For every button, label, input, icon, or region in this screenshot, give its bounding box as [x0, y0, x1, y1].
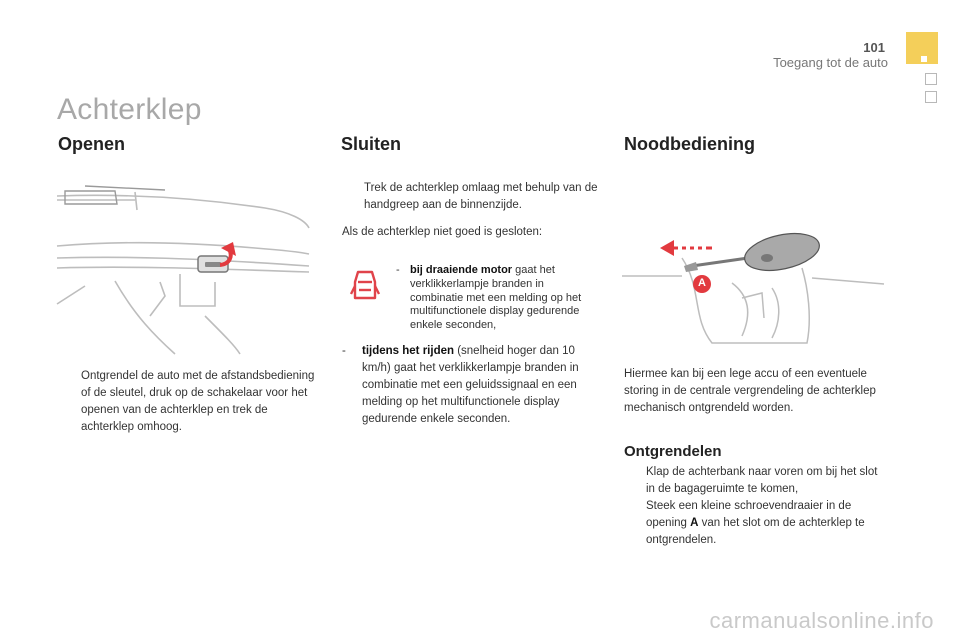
heading-ontgrendelen: Ontgrendelen: [624, 443, 722, 460]
item-engine-running-text: gaat het verklikkerlampje branden in combinatie met een melding op het multifunctionele display gedurende enkele seconden,: [410, 264, 582, 332]
chapter-tab[interactable]: [925, 91, 937, 103]
page-number: 101: [863, 40, 885, 55]
openen-instruction: Ontgrendel de auto met de afstandsbediening of de sleutel, druk op de schakelaar voor het openen van de achterklep en trek de achterklep omhoog.: [81, 370, 315, 433]
tab-dot: [921, 56, 927, 62]
step-screwdriver-pre: Steek een kleine schroevendraaier in de opening: [646, 500, 852, 529]
dash: -: [396, 264, 400, 276]
heading-noodbediening: Noodbediening: [624, 134, 755, 154]
item-driving-text: (snelheid hoger dan 10 km/h) gaat het verklikkerlampje branden in combinatie met een geluidssignaal en een melding op het multifunctionele display gedurende enkele seconden.: [362, 345, 579, 425]
watermark: carmanualsonline.info: [709, 608, 934, 633]
heading-sluiten: Sluiten: [341, 134, 402, 154]
item-driving-bold: tijdens het rijden: [362, 345, 455, 357]
step-fold-seat: Klap de achterbank naar voren om bij het slot in de bagageruimte te komen,: [646, 466, 878, 495]
emergency-release-illustration: [622, 228, 887, 348]
chapter-tab-active[interactable]: [906, 32, 938, 64]
step-screwdriver-bold: A: [690, 517, 699, 529]
item-engine-running-bold: bij draaiende motor: [410, 264, 513, 276]
dash: -: [342, 345, 346, 357]
callout-a-label: A: [698, 277, 706, 289]
sluiten-condition: Als de achterklep niet goed is gesloten:: [342, 226, 543, 238]
open-door-warning-icon: [350, 268, 380, 304]
section-title: Toegang tot de auto: [773, 55, 888, 70]
step-screwdriver-post: van het slot om de achterklep te ontgrendelen.: [646, 517, 865, 546]
page-title: Achterklep: [57, 93, 202, 126]
noodbediening-description: Hiermee kan bij een lege accu of een eventuele storing in de centrale vergrendeling de achterklep mechanisch ontgrendeld worden.: [624, 368, 876, 414]
sluiten-instruction: Trek de achterklep omlaag met behulp van de handgreep aan de binnenzijde.: [364, 182, 598, 211]
heading-openen: Openen: [58, 134, 126, 154]
chapter-tab[interactable]: [925, 73, 937, 85]
tailgate-switch-illustration: [55, 186, 310, 356]
